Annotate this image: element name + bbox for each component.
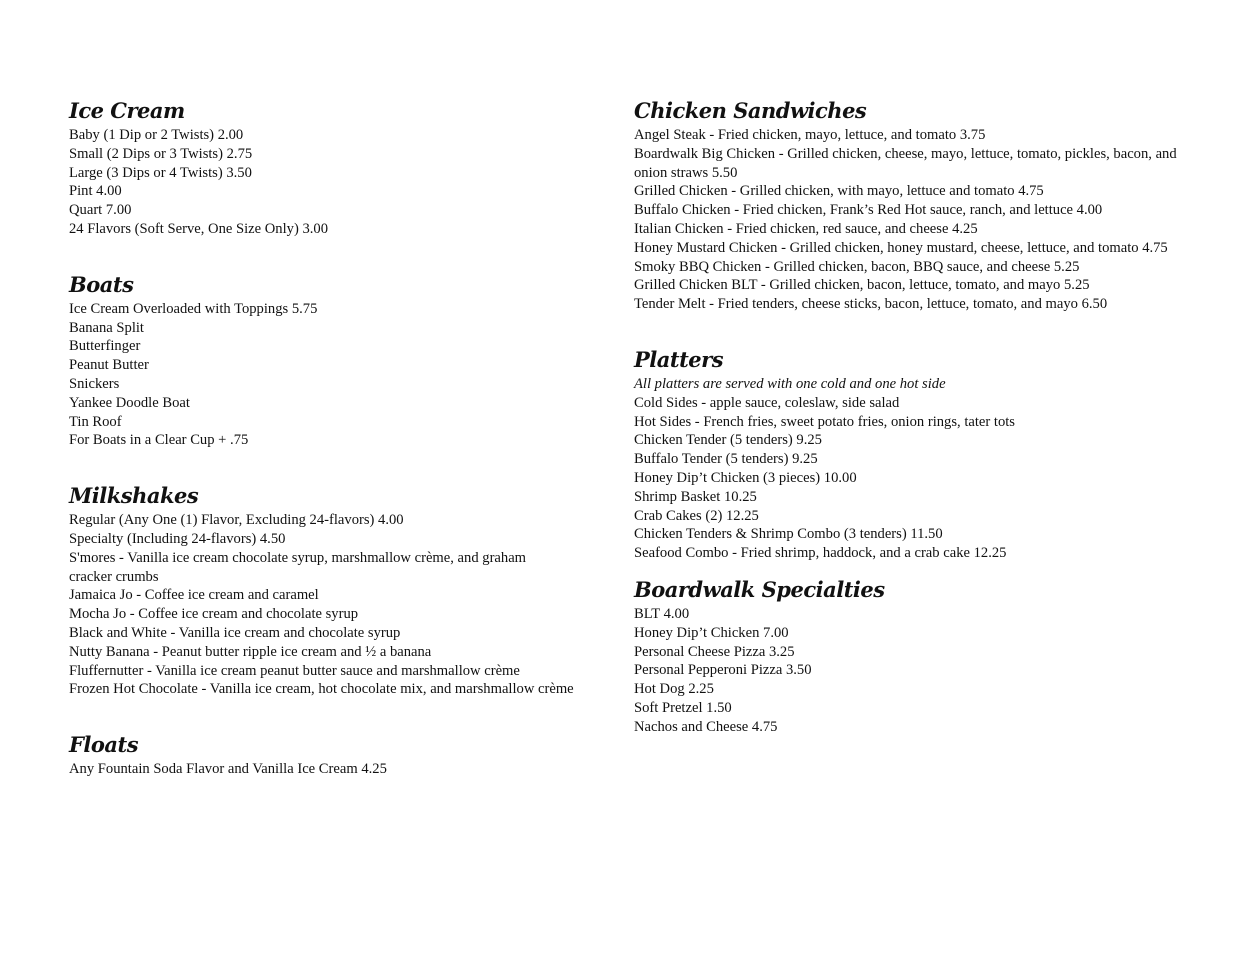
- ice-cream-section: [69, 96, 589, 239]
- boardwalk-specialties-items: [634, 605, 1194, 737]
- menu-item: Soft Pretzel 1.50: [634, 699, 732, 716]
- milkshakes-section: [69, 481, 589, 699]
- floats-items: [69, 760, 589, 779]
- menu-item: Baby (1 Dip or 2 Twists) 2.00: [69, 127, 244, 143]
- menu-item: Honey Mustard Chicken - Grilled chicken, honey mustard, cheese, lettuce, and tomato 4.75: [634, 239, 1168, 256]
- menu-item: Honey Dip’t Chicken 7.00: [634, 624, 789, 641]
- menu-item: Tin Roof: [69, 413, 122, 430]
- menu-item: BLT 4.00: [634, 605, 690, 622]
- milkshakes-items: [69, 511, 589, 699]
- menu-item: Chicken Tender (5 tenders) 9.25: [634, 432, 822, 449]
- menu-item: Mocha Jo - Coffee ice cream and chocolate syrup: [69, 606, 359, 623]
- menu-item: Large (3 Dips or 4 Twists) 3.50: [69, 164, 252, 181]
- menu-item: Ice Cream Overloaded with Toppings 5.75: [69, 300, 318, 317]
- menu-item: Grilled Chicken BLT - Grilled chicken, bacon, lettuce, tomato, and mayo 5.25: [634, 277, 1090, 294]
- section-heading-ice-cream: Ice Cream: [69, 98, 185, 123]
- menu-item: Black and White - Vanilla ice cream and chocolate syrup: [69, 624, 401, 641]
- menu-item: Regular (Any One (1) Flavor, Excluding 24-flavors) 4.00: [69, 512, 404, 529]
- menu-item: Chicken Tenders & Shrimp Combo (3 tenders) 11.50: [634, 526, 943, 543]
- menu-item: Buffalo Chicken - Fried chicken, Frank’s Red Hot sauce, ranch, and lettuce 4.00: [634, 202, 1103, 219]
- boardwalk-specialties-section: [634, 575, 1194, 737]
- menu-item: For Boats in a Clear Cup + .75: [69, 432, 249, 449]
- menu-item: Honey Dip’t Chicken (3 pieces) 10.00: [634, 469, 857, 486]
- menu-item: 24 Flavors (Soft Serve, One Size Only) 3.00: [69, 220, 329, 237]
- section-heading-floats: Floats: [69, 732, 139, 758]
- platters-note: All platters are served with one cold and one hot side: [634, 375, 946, 392]
- boats-items: [69, 300, 589, 450]
- menu-item: Snickers: [69, 375, 120, 392]
- menu-item: Butterfinger: [69, 338, 141, 355]
- menu-item: Hot Sides - French fries, sweet potato fries, onion rings, tater tots: [634, 413, 1015, 430]
- menu-item: Peanut Butter: [69, 357, 149, 374]
- menu-item: Boardwalk Big Chicken - Grilled chicken, cheese, mayo, lettuce, tomato, pickles, bacon, and onion straws 5.50: [634, 145, 1177, 181]
- ice-cream-items: [69, 126, 589, 239]
- menu-item: Nachos and Cheese 4.75: [634, 718, 778, 735]
- menu-item: Frozen Hot Chocolate - Vanilla ice cream, hot chocolate mix, and marshmallow crème: [69, 681, 574, 698]
- menu-item: Hot Dog 2.25: [634, 681, 714, 698]
- section-heading-boardwalk-specialties: Boardwalk Specialties: [634, 576, 885, 602]
- menu-item: Small (2 Dips or 3 Twists) 2.75: [69, 145, 253, 162]
- menu-item: Fluffernutter - Vanilla ice cream peanut butter sauce and marshmallow crème: [69, 662, 520, 679]
- menu-left-column: [69, 96, 589, 779]
- menu-item: Pint 4.00: [69, 183, 122, 200]
- menu-item: Grilled Chicken - Grilled chicken, with mayo, lettuce and tomato 4.75: [634, 183, 1044, 200]
- menu-item: Smoky BBQ Chicken - Grilled chicken, bacon, BBQ sauce, and cheese 5.25: [634, 258, 1080, 275]
- chicken-sandwiches-section: [634, 96, 1194, 314]
- menu-item: Shrimp Basket 10.25: [634, 488, 757, 505]
- menu-right-column: [634, 96, 1194, 737]
- menu-item: Personal Pepperoni Pizza 3.50: [634, 662, 812, 679]
- menu-item: Personal Cheese Pizza 3.25: [634, 643, 795, 660]
- section-heading-milkshakes: Milkshakes: [69, 483, 199, 509]
- menu-item: Quart 7.00: [69, 202, 132, 219]
- section-heading-chicken-sandwiches: Chicken Sandwiches: [634, 98, 867, 123]
- menu-item: Specialty (Including 24-flavors) 4.50: [69, 530, 286, 547]
- menu-item: Tender Melt - Fried tenders, cheese sticks, bacon, lettuce, tomato, and mayo 6.50: [634, 296, 1108, 313]
- menu-item: Italian Chicken - Fried chicken, red sauce, and cheese 4.25: [634, 220, 978, 237]
- menu-item: Yankee Doodle Boat: [69, 394, 190, 411]
- menu-item: Nutty Banana - Peanut butter ripple ice cream and ½ a banana: [69, 643, 432, 660]
- menu-item: Angel Steak - Fried chicken, mayo, lettuce, and tomato 3.75: [634, 127, 986, 143]
- menu-item: Buffalo Tender (5 tenders) 9.25: [634, 451, 818, 468]
- menu-item: Any Fountain Soda Flavor and Vanilla Ice Cream 4.25: [69, 761, 387, 778]
- platters-items: [634, 375, 1194, 563]
- chicken-sandwiches-items: [634, 126, 1194, 314]
- section-heading-platters: Platters: [634, 346, 724, 372]
- floats-section: [69, 730, 589, 779]
- section-heading-boats: Boats: [69, 271, 134, 297]
- menu-item: S'mores - Vanilla ice cream chocolate syrup, marshmallow crème, and graham cracker crumbs: [69, 549, 527, 585]
- menu-item: Seafood Combo - Fried shrimp, haddock, and a crab cake 12.25: [634, 545, 1007, 562]
- boats-section: [69, 270, 589, 450]
- menu-item: Banana Split: [69, 319, 144, 336]
- menu-item: Jamaica Jo - Coffee ice cream and caramel: [69, 587, 319, 604]
- platters-section: [634, 345, 1194, 563]
- menu-item: Cold Sides - apple sauce, coleslaw, side salad: [634, 394, 900, 411]
- menu-item: Crab Cakes (2) 12.25: [634, 507, 759, 524]
